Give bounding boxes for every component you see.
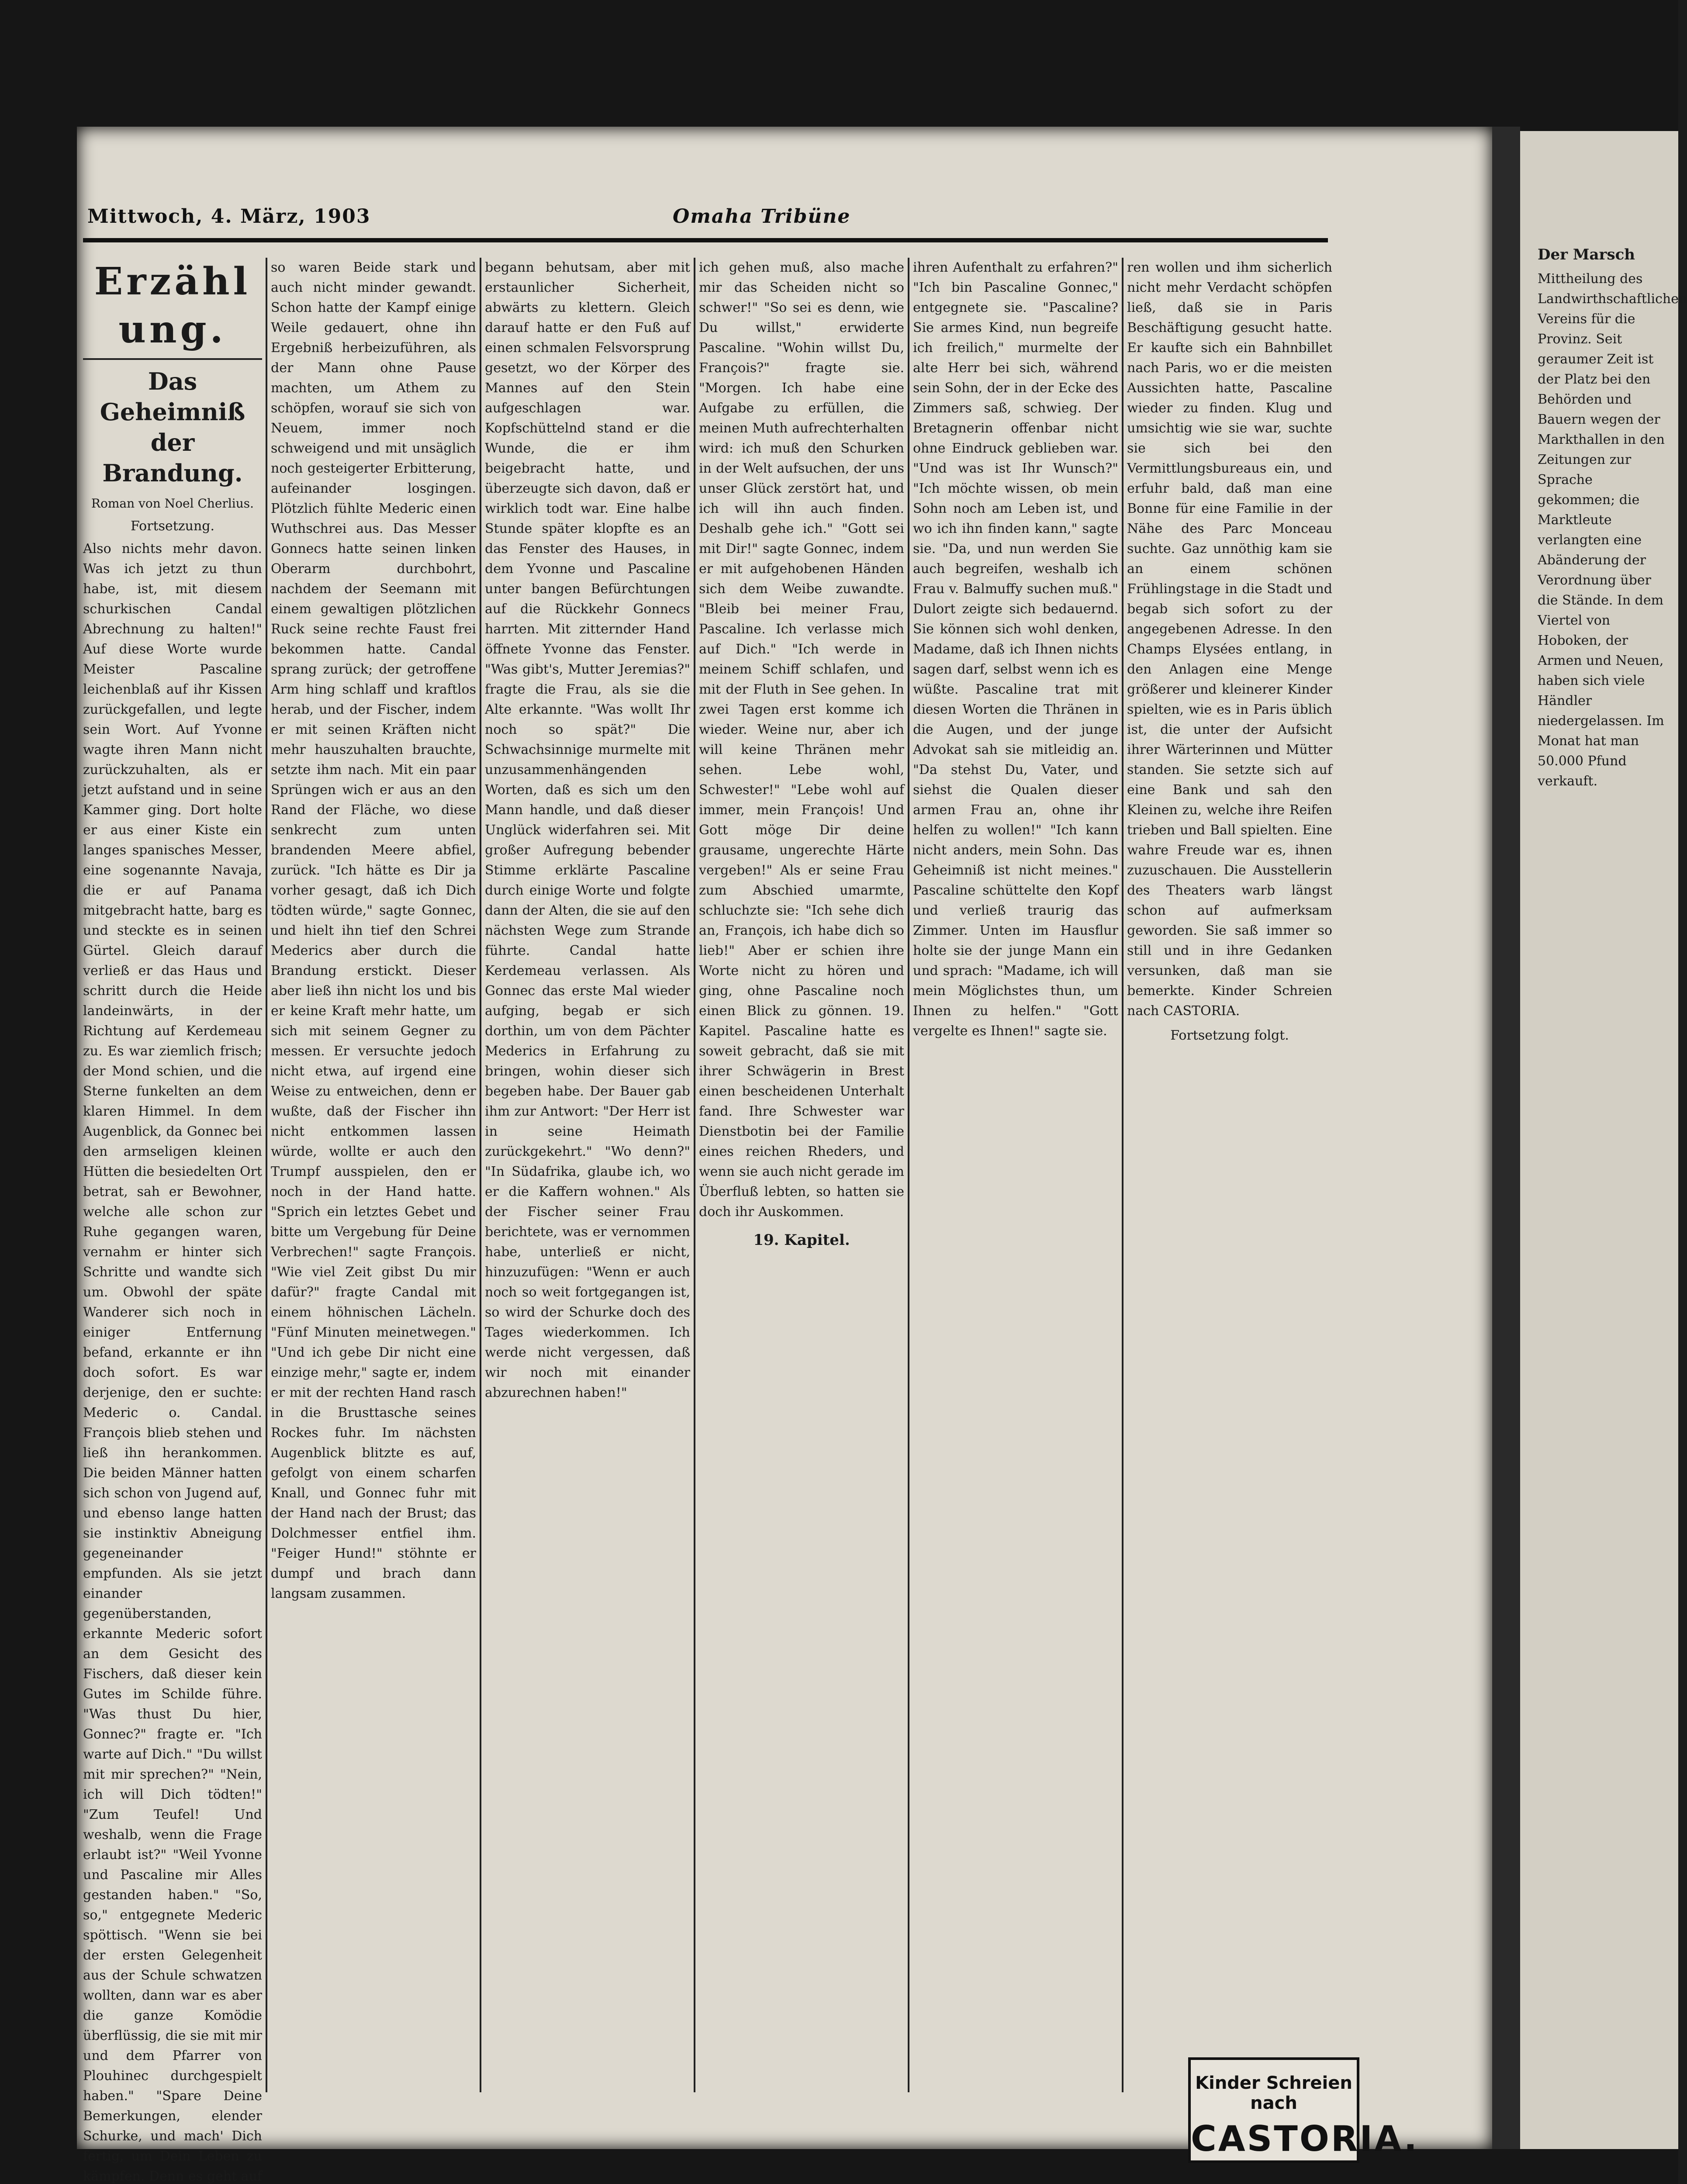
continuation-note: Fortsetzung.: [130, 518, 215, 534]
column-6-text: ren wollen und ihm sicherlich nicht mehr Verdacht schöpfen ließ, daß sie in Paris Beschäftigung gesucht hatte. Er kaufte sich ein Bahnbillet nach Paris, wo er die meisten Aussichten hatte, Pascaline wieder zu finden. Klug und umsichtig wie sie war, suchte sie sich bei den Vermittlungsbureaus ein, und erfuhr bald, daß man eine Bonne für eine Familie in der Nähe des Parc Monceau suchte. Gaz unnöthig kam sie an einem schönen Frühlingstage in die Stadt und begab sich sofort zu der angegebenen Adresse. In den Champs Elysées entlang, in den Anlagen eine Menge größerer und kleinerer Kinder spielten, wie es in Paris üblich ist, die unter der Aufsicht ihrer Wärterinnen und Mütter standen. Sie setzte sich auf eine Bank und sah den Kleinen zu, welche ihre Reifen trieben und Ball spielten. Eine wahre Freude war es, ihnen zuzuschauen. Die Ausstellerin des Theaters warb längst schon auf aufmerksam geworden. Sie saß immer so still und in ihre Gedanken versunken, daß man sie bemerkte. Kinder Schreien nach CASTORIA.: [1127, 260, 1332, 1019]
section-heading: Erzählung.: [94, 259, 251, 352]
header-rule: [83, 238, 1328, 242]
column-4-text: ich gehen muß, also mache mir das Scheiden nicht so schwer!" "So sei es denn, wie Du willst," erwiderte Pascaline. "Wohin willst Du, François?" fragte sie. "Morgen. Ich habe eine Aufgabe zu erfüllen, die meinen Muth aufrechterhalten wird: ich muß den Schurken in der Welt aufsuchen, der uns unser Glück zerstört hat, und ich will ihn auch finden. Deshalb gehe ich." "Gott sei mit Dir!" sagte Gonnec, indem er mit aufgehobenen Händen sich dem Weibe zuwandte. "Bleib bei meiner Frau, Pascaline. Ich verlasse mich auf Dich." "Ich werde in meinem Schiff schlafen, und mit der Fluth in See gehen. In zwei Tagen erst komme ich wieder. Weine nur, aber ich will keine Thränen mehr sehen. Lebe wohl, Schwester!" "Lebe wohl auf immer, mein François! Und Gott möge Dir deine grausame, ungerechte Härte vergeben!" Als er seine Frau zum Abschied umarmte, schluchzte sie: "Ich sehe dich an, François, ich habe dich so lieb!" Aber er schien ihre Worte nicht zu hören und ging, ohne Pascaline noch einen Blick zu gönnen. 19. Kapitel. Pascaline hatte es soweit gebracht, daß sie mit ihrer Schwägerin in Brest einen bescheidenen Unterhalt fand. Ihre Schwester war Dienstbotin bei der Familie eines reichen Rheders, und wenn sie auch nicht gerade im Überfluß lebten, so hatten sie doch ihr Auskommen.: [699, 260, 904, 1220]
newspaper-name: Omaha Tribüne: [673, 205, 851, 228]
column-2: [271, 258, 476, 2101]
column-rule: [694, 258, 695, 2092]
chapter-heading: 19. Kapitel.: [753, 1231, 850, 1249]
column-1: [83, 258, 262, 2184]
column-rule: [908, 258, 909, 2092]
adjacent-heading: Der Marsch: [1538, 246, 1635, 263]
adjacent-page-text: [1538, 245, 1687, 2079]
column-2-text: so waren Beide stark und auch nicht minder gewandt. Schon hatte der Kampf einige Weile gedauert, ohne ihn Ergebniß herbeizuführen, als der Mann ohne Pause machten, um Athem zu schöpfen, worauf sie sich von Neuem, immer noch schweigend und mit unsäglich noch gesteigerter Erbitterung, aufeinander losgingen. Plötzlich fühlte Mederic einen Wuthschrei aus. Das Messer Gonnecs hatte seinen linken Oberarm durchbohrt, nachdem der Seemann mit einem gewaltigen plötzlichen Ruck seine rechte Faust frei bekommen hatte. Candal sprang zurück; der getroffene Arm hing schlaff und kraftlos herab, und der Fischer, indem er mit seinen Kräften nicht mehr hauszuhalten brauchte, setzte ihm nach. Mit ein paar Sprüngen wich er aus an den Rand der Fläche, wo diese senkrecht zum unten brandenden Meere abfiel, zurück. "Ich hätte es Dir ja vorher gesagt, daß ich Dich tödten würde," sagte Gonnec, und hielt ihn tief den Schrei Mederics aber durch die Brandung erstickt. Dieser aber ließ ihn nicht los und bis er keine Kraft mehr hatte, um sich mit seinem Gegner zu messen. Er versuchte jedoch nicht etwa, auf irgend eine Weise zu entweichen, denn er wußte, daß der Fischer ihn nicht entkommen lassen würde, wollte er auch den Trumpf ausspielen, den er noch in der Hand hatte. "Sprich ein letztes Gebet und bitte um Vergebung für Deine Verbrechen!" sagte François. "Wie viel Zeit gibst Du mir dafür?" fragte Candal mit einem höhnischen Lächeln. "Fünf Minuten meinetwegen." "Und ich gebe Dir nicht eine einzige mehr," sagte er, indem er mit der rechten Hand rasch in die Brusttasche seines Rockes fuhr. Im nächsten Augenblick blitzte es auf, gefolgt von einem scharfen Knall, und Gonnec fuhr mit der Hand nach der Brust; das Dolchmesser entfiel ihm. "Feiger Hund!" stöhnte er dumpf und brach dann langsam zusammen.: [271, 260, 476, 1601]
story-byline: Roman von Noel Cherlius.: [91, 496, 254, 511]
to-be-continued: Fortsetzung folgt.: [1170, 1028, 1289, 1043]
column-rule: [1122, 258, 1124, 2092]
ad-tagline: Kinder Schreien nach: [1195, 2073, 1352, 2113]
castoria-advertisement: [1188, 2057, 1419, 2163]
column-5: [913, 258, 1118, 2101]
ad-brand: CASTORIA.: [1191, 2118, 1419, 2159]
column-6: [1127, 258, 1332, 2040]
issue-date: Mittwoch, 4. März, 1903: [87, 205, 371, 228]
column-5-text: ihren Aufenthalt zu erfahren?" "Ich bin Pascaline Gonnec," entgegnete sie. "Pascaline? Sie armes Kind, nun begreife ich freilich," murmelte der alte Herr bei sich, während sein Sohn, der in der Ecke des Zimmers saß, schwieg. Der Bretagnerin offenbar nicht ohne Eindruck geblieben war. "Und was ist Ihr Wunsch?" "Ich möchte wissen, ob mein Sohn noch am Leben ist, und wo ich ihn finden kann," sagte sie. "Da, und nun werden Sie auch begreifen, weshalb ich Frau v. Balmuffy suchen muß." Dulort zeigte sich bedauernd. Sie können sich wohl denken, Madame, daß ich Ihnen nichts sagen darf, selbst wenn ich es wüßte. Pascaline trat mit diesen Worten die Thränen in die Augen, und der junge Advokat sah sie mitleidig an. "Da stehst Du, Vater, und siehst die Qualen dieser armen Frau an, ohne ihr helfen zu wollen!" "Ich kann nicht anders, mein Sohn. Das Geheimniß ist nicht meines." Pascaline schüttelte den Kopf und verließ traurig das Zimmer. Unten im Hausflur holte sie der junge Mann ein und sprach: "Madame, ich will mein Möglichstes thun, um Ihnen zu helfen." "Gott vergelte es Ihnen!" sagte sie.: [913, 260, 1118, 1039]
column-3-text: begann behutsam, aber mit erstaunlicher Sicherheit, abwärts zu klettern. Gleich darauf hatte er den Fuß auf einen schmalen Felsvorsprung gesetzt, wo der Körper des Mannes auf den Stein aufgeschlagen war. Kopfschüttelnd stand er die Wunde, die er ihm beigebracht hatte, und überzeugte sich davon, daß er wirklich todt war. Eine halbe Stunde später klopfte es an das Fenster des Hauses, in dem Yvonne und Pascaline unter bangen Befürchtungen auf die Rückkehr Gonnecs harrten. Mit zitternder Hand öffnete Yvonne das Fenster. "Was gibt's, Mutter Jeremias?" fragte die Frau, als sie die Alte erkannte. "Was wollt Ihr noch so spät?" Die Schwachsinnige murmelte mit unzusammenhängenden Worten, daß es sich um den Mann handle, und daß dieser Unglück widerfahren sei. Mit großer Aufregung bebender Stimme erklärte Pascaline durch einige Worte und folgte dann der Alten, die sie auf den nächsten Wege zum Strande führte. Candal hatte Kerdemeau verlassen. Als Gonnec das erste Mal wieder aufging, begab er sich dorthin, um von dem Pächter Mederics in Erfahrung zu bringen, wohin dieser sich begeben habe. Der Bauer gab ihm zur Antwort: "Der Herr ist in seine Heimath zurückgekehrt." "Wo denn?" "In Südafrika, glaube ich, wo er die Kaffern wohnen." Als der Fischer seiner Frau berichtete, was er vernommen habe, unterließ er nicht, hinzuzufügen: "Wenn er auch noch so weit fortgegangen ist, so wird der Schurke doch des Tages wiederkommen. Ich werde nicht vergessen, daß wir noch mit einander abzurechnen haben!": [485, 260, 690, 1400]
story-title: Das Geheimniß der Brandung.: [83, 358, 262, 488]
adjacent-body: Mittheilung des Landwirthschaftlichen Vereins für die Provinz. Seit geraumer Zeit ist der Platz bei den Behörden und Bauern wegen der Markthallen in den Zeitungen zur Sprache gekommen; die Marktleute verlangten eine Abänderung der Verordnung über die Stände. In dem Viertel von Hoboken, der Armen und Neuen, haben sich viele Händler niedergelassen. Im Monat hat man 50.000 Pfund verkauft.: [1538, 271, 1687, 789]
page-gutter: [1492, 127, 1520, 2149]
column-3: [485, 258, 690, 2101]
column-rule: [480, 258, 481, 2092]
column-1-text: Also nichts mehr davon. Was ich jetzt zu thun habe, ist, mit diesem schurkischen Candal Abrechnung zu halten!" Auf diese Worte wurde Meister Pascaline leichenblaß auf ihr Kissen zurückgefallen, und legte sein Wort. Auf Yvonne wagte ihren Mann nicht zurückzuhalten, als er jetzt aufstand und in seine Kammer ging. Dort holte er aus einer Kiste ein langes spanisches Messer, eine sogenannte Navaja, die er auf Panama mitgebracht hatte, barg es und steckte es in seinen Gürtel. Gleich darauf verließ er das Haus und schritt durch die Heide landeinwärts, in der Richtung auf Kerdemeau zu. Es war ziemlich frisch; der Mond schien, und die Sterne funkelten an dem klaren Himmel. In dem Augenblick, da Gonnec bei den armseligen kleinen Hütten die besiedelten Ort betrat, sah er Bewohner, welche alle schon zur Ruhe gegangen waren, vernahm er hinter sich Schritte und wandte sich um. Obwohl der späte Wanderer sich noch in einiger Entfernung befand, erkannte er ihn doch sofort. Es war derjenige, den er suchte: Mederic o. Candal. François blieb stehen und ließ ihn herankommen. Die beiden Männer hatten sich schon von Jugend auf, und ebenso lange hatten sie instinktiv Abneigung gegeneinander empfunden. Als sie jetzt einander gegenüberstanden, erkannte Mederic sofort an dem Gesicht des Fischers, daß dieser kein Gutes im Schilde führe. "Was thust Du hier, Gonnec?" fragte er. "Ich warte auf Dich." "Du willst mit mir sprechen?" "Nein, ich will Dich tödten!" "Zum Teufel! Und weshalb, wenn die Frage erlaubt ist?" "Weil Yvonne und Pascaline mir Alles gestanden haben." "So, so," entgegnete Mederic spöttisch. "Wenn sie bei der ersten Gelegenheit aus der Schule schwatzen wollten, dann war es aber die ganze Komödie überflüssig, die sie mit mir und dem Pfarrer von Plouhinec durchgespielt haben." "Spare Deine Bemerkungen, elender Schurke, und mach' Dich fertig, um Dein Leben zu kämpfen. Denn es geht auf: [83, 541, 262, 2184]
column-rule: [266, 258, 267, 2092]
column-4: [699, 258, 904, 2101]
